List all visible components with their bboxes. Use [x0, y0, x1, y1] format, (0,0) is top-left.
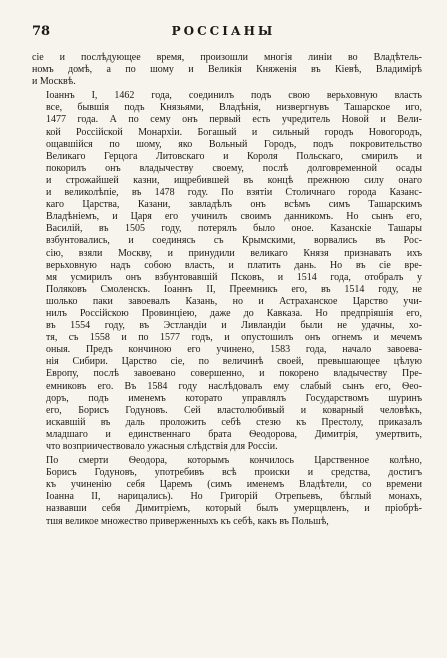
text-line: взбунтовались, и соединясь съ Крымскими, ворвались въ Рос-	[46, 235, 422, 247]
text-line: нія Сибири. Царство сіе, по величинѣ своей, превышающее цѣлую	[46, 356, 422, 368]
text-line: сію, взяли Москву, и принудили великаго Князя признавать ихъ	[46, 247, 422, 259]
text-line: въ 1554 году, въ Эстландіи и Ливландіи были не удачны, хо-	[46, 320, 422, 332]
paragraph	[32, 455, 422, 528]
text-line: назвавши себя Димитріемъ, который былъ умерщвленъ, и пріобрѣ-	[46, 503, 422, 515]
text-line: Европу, послѣ завоевано совершенно, и покорено владычеству Пре-	[46, 368, 422, 380]
text-line: Великаго Герцога Литовскаго и Короля Польскаго, смирилъ и	[46, 150, 422, 162]
text-line: младшаго и единственнаго брата Ѳеодорова, Димитрія, умертвить,	[46, 428, 422, 440]
text-line: нилъ Россійскою Провинціею, даже до Кавказа. Но предпріяшія его,	[46, 307, 422, 319]
text-line: Владѣніемъ, и Царя его учинилъ своимъ данникомъ. Но сынъ его,	[46, 211, 422, 223]
paragraph	[32, 90, 422, 453]
text-line: его, Борисъ Годуновъ. Сей властолюбивый и коварный человѣкъ,	[46, 404, 422, 416]
text-line: все, бывшія подъ Князьями, Владѣнія, низвергнувъ Ташарское иго,	[46, 102, 422, 114]
page-header	[0, 0, 447, 48]
text-line: Поляковъ Смоленскъ. Іоаннъ II, Преемникъ его, въ 1514 году, не	[46, 283, 422, 295]
text-line: Іоанна II, нарицались). Но Григорій Отрепьевъ, бѣглый монахъ,	[46, 491, 422, 503]
text-line: и великолѣпіе, въ 1478 году. По взятіи Столичнаго города Казанс-	[46, 187, 422, 199]
text-line: Борисъ Годуновъ, употребивъ всѣ происки и средства, достигъ	[46, 467, 422, 479]
text-line: номъ домѣ, а по шому и Великія Княженія въ Кіевѣ, Владимірѣ	[32, 64, 422, 76]
text-line: къ учиненію себя Царемъ (симъ именемъ Владѣтели, со времени	[46, 479, 422, 491]
text-line: тшя великое множество приверженныхъ къ себѣ, какъ въ Польшѣ,	[46, 515, 329, 527]
text-line: доръ, подъ именемъ которато управлялъ Государствомъ шуринъ	[46, 392, 422, 404]
text-line: 1477 года. А по сему онъ первый есть учредитель Новой и Вели-	[46, 114, 422, 126]
text-line: и Москвѣ.	[32, 76, 76, 88]
paragraph	[32, 52, 422, 88]
text-line: оныя. Предъ кончиною его учинено, 1583 года, начало завоева-	[46, 344, 422, 356]
running-head: РОССІАНЫ	[171, 24, 276, 38]
text-line: кой Россійской Монархіи. Богашый и сильный городъ Новогородъ,	[46, 126, 422, 138]
text-line: Василій, въ 1505 году, потерялъ было оное. Казанскіе Ташары	[46, 223, 422, 235]
text-line: верьховную надъ собою власть, и платить дань. Но въ сіе вре-	[46, 259, 422, 271]
text-line: Іоаннъ I, 1462 года, соединилъ подъ свою верьховную власть	[46, 90, 422, 102]
text-line: что возприичествовало ужасныя слѣдствія для Россіи.	[46, 441, 278, 452]
text-line: ощавшійся по шому, яко Вольный Городъ, подъ покровительство	[46, 138, 422, 150]
text-line: По смерти Ѳеодора, которымъ кончилось Царственное колѣно,	[46, 455, 422, 467]
text-line: мя усмирилъ онъ взбунтовавшій Псковъ, и 1514 года, отобралъ у	[46, 271, 422, 283]
text-line: сіе и послѣдующее время, произошли многія линіи во Владѣтель-	[32, 52, 422, 63]
text-line: каго Царства, Казани, завладѣлъ онъ всѣмъ симъ Ташарскимъ	[46, 199, 422, 211]
text-line: емниковъ его. Въ 1584 году наслѣдовалъ ему слабый сынъ его, Ѳео-	[46, 380, 422, 392]
body-text	[32, 52, 422, 528]
text-line: шолько паки завоевалъ Казань, но и Астраханское Царство учи-	[46, 295, 422, 307]
text-line: тя, съ 1558 и по 1577 годъ, и опустошилъ онъ огнемъ и мечемъ	[46, 332, 422, 344]
text-line: покорилъ онъ владычеству своему, послѣ долговременной осады	[46, 162, 422, 174]
page-number: 78	[32, 24, 51, 39]
text-line: искавшій въ даль проложить себѣ стезю къ Престолу, приказалъ	[46, 416, 422, 428]
text-line: и строжайшей казни, ищребившей въ концѣ прежнюю силу онаго	[46, 174, 422, 186]
